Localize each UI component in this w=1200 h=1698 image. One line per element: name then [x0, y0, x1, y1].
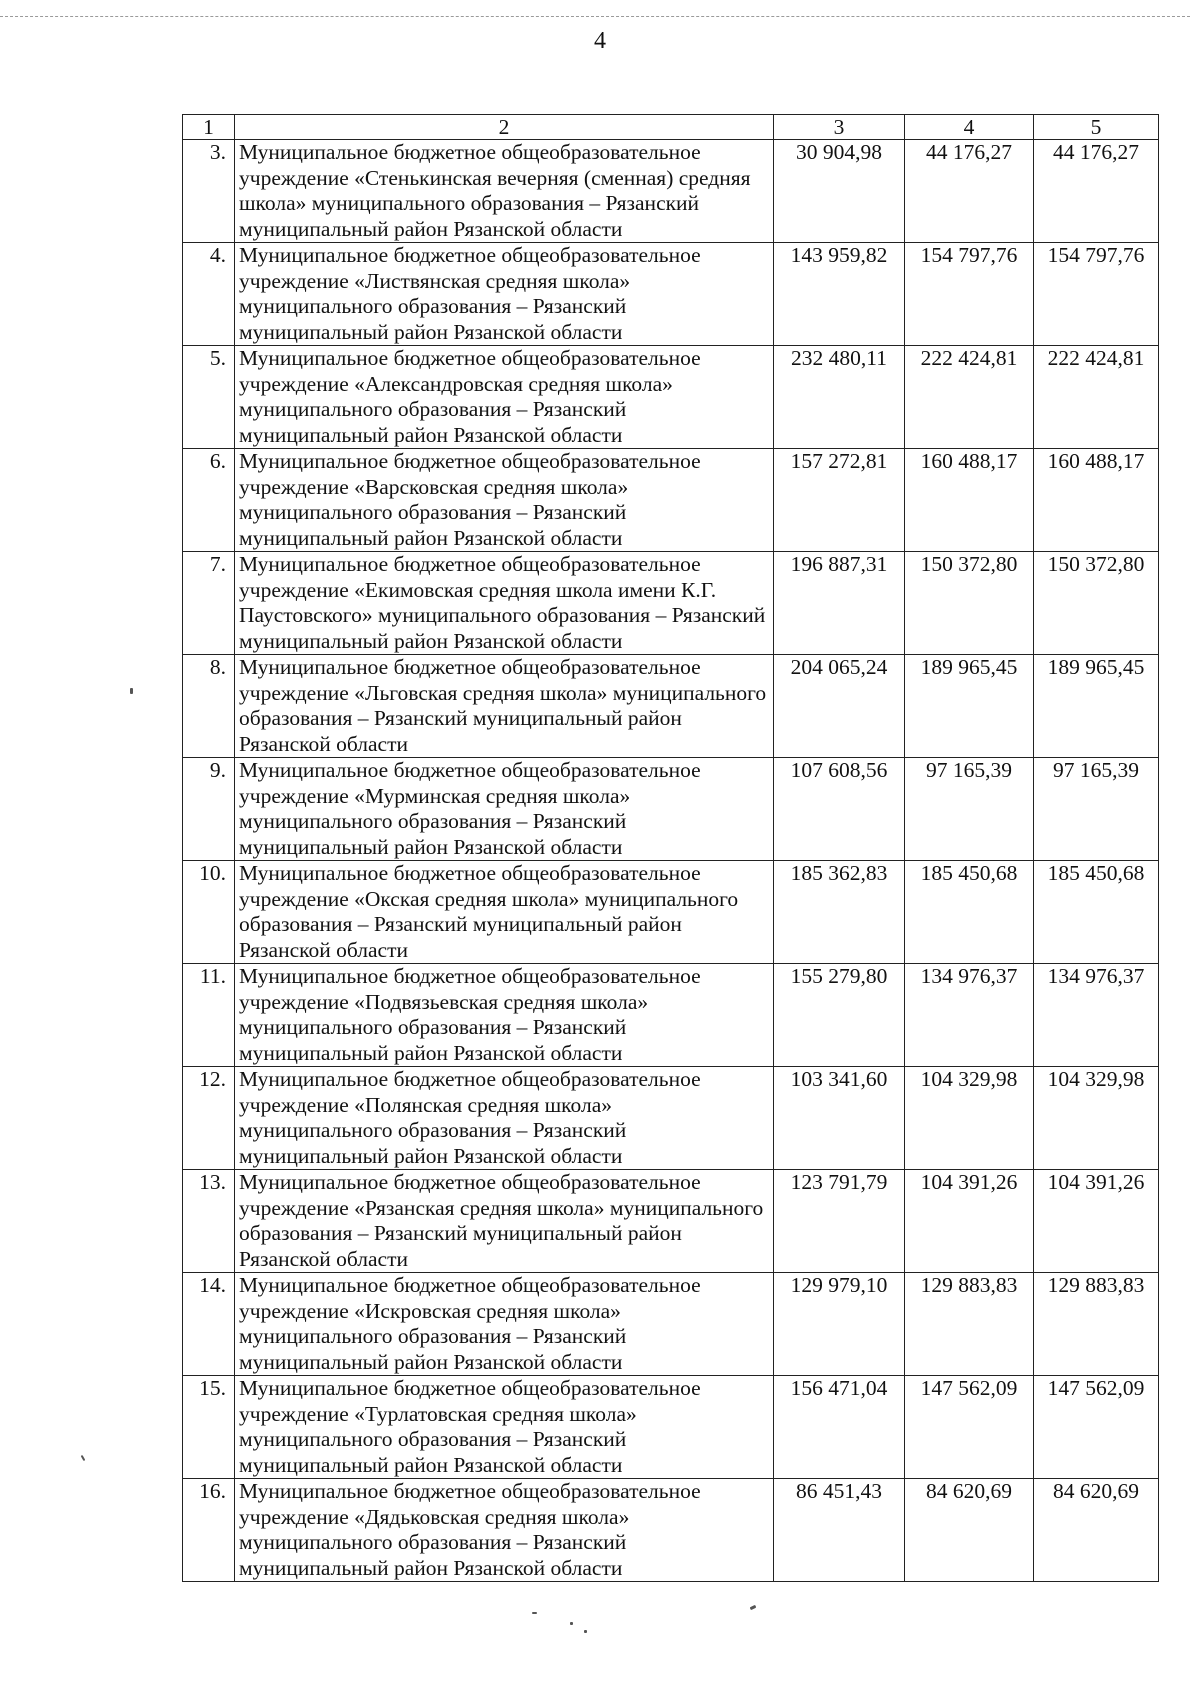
- amount-col3-cell: 86 451,43: [774, 1479, 905, 1582]
- scan-speck: [750, 1605, 757, 1610]
- row-number-cell: 9.: [183, 758, 235, 861]
- row-number-cell: 10.: [183, 861, 235, 964]
- table-row: [183, 1273, 1159, 1376]
- institution-name-cell: Муниципальное бюджетное общеобразовательное учреждение «Окская средняя школа» муниципального образования – Рязанский муниципальный район Рязанской области: [235, 861, 774, 964]
- row-number-cell: 12.: [183, 1067, 235, 1170]
- budget-table-body: [183, 115, 1159, 1582]
- scan-speck: [81, 1455, 86, 1461]
- amount-col5-cell: 97 165,39: [1034, 758, 1159, 861]
- table-row: [183, 140, 1159, 243]
- table-row: [183, 1376, 1159, 1479]
- amount-col4-cell: 97 165,39: [905, 758, 1034, 861]
- amount-col5-cell: 129 883,83: [1034, 1273, 1159, 1376]
- amount-col4-cell: 150 372,80: [905, 552, 1034, 655]
- header-cell: 2: [235, 115, 774, 140]
- table-row: [183, 243, 1159, 346]
- row-number-cell: 6.: [183, 449, 235, 552]
- amount-col3-cell: 185 362,83: [774, 861, 905, 964]
- amount-col5-cell: 150 372,80: [1034, 552, 1159, 655]
- row-number-cell: 3.: [183, 140, 235, 243]
- table-row: [183, 964, 1159, 1067]
- table-row: [183, 758, 1159, 861]
- amount-col4-cell: 44 176,27: [905, 140, 1034, 243]
- amount-col4-cell: 222 424,81: [905, 346, 1034, 449]
- amount-col3-cell: 204 065,24: [774, 655, 905, 758]
- row-number-cell: 15.: [183, 1376, 235, 1479]
- header-cell: 4: [905, 115, 1034, 140]
- amount-col4-cell: 147 562,09: [905, 1376, 1034, 1479]
- table-row: [183, 1479, 1159, 1582]
- amount-col5-cell: 185 450,68: [1034, 861, 1159, 964]
- table-row: [183, 1170, 1159, 1273]
- header-cell: 1: [183, 115, 235, 140]
- amount-col3-cell: 143 959,82: [774, 243, 905, 346]
- scan-speck: [130, 688, 133, 694]
- row-number-cell: 11.: [183, 964, 235, 1067]
- amount-col3-cell: 107 608,56: [774, 758, 905, 861]
- amount-col5-cell: 134 976,37: [1034, 964, 1159, 1067]
- amount-col3-cell: 155 279,80: [774, 964, 905, 1067]
- row-number-cell: 8.: [183, 655, 235, 758]
- amount-col4-cell: 84 620,69: [905, 1479, 1034, 1582]
- institution-name-cell: Муниципальное бюджетное общеобразовательное учреждение «Стенькинская вечерняя (сменная) средняя школа» муниципального образования – Рязанский муниципальный район Рязанской области: [235, 140, 774, 243]
- amount-col4-cell: 129 883,83: [905, 1273, 1034, 1376]
- table-row: [183, 346, 1159, 449]
- amount-col4-cell: 104 329,98: [905, 1067, 1034, 1170]
- institution-name-cell: Муниципальное бюджетное общеобразовательное учреждение «Полянская средняя школа» муниципального образования – Рязанский муниципальный район Рязанской области: [235, 1067, 774, 1170]
- table-row: [183, 449, 1159, 552]
- institution-name-cell: Муниципальное бюджетное общеобразовательное учреждение «Варсковская средняя школа» муниципального образования – Рязанский муниципальный район Рязанской области: [235, 449, 774, 552]
- row-number-cell: 7.: [183, 552, 235, 655]
- institution-name-cell: Муниципальное бюджетное общеобразовательное учреждение «Турлатовская средняя школа» муниципального образования – Рязанский муниципальный район Рязанской области: [235, 1376, 774, 1479]
- amount-col5-cell: 104 329,98: [1034, 1067, 1159, 1170]
- scan-speck: [532, 1612, 537, 1614]
- table-header-row: [183, 115, 1159, 140]
- scan-speck: [570, 1622, 573, 1625]
- page-number: 4: [594, 28, 606, 54]
- amount-col5-cell: 104 391,26: [1034, 1170, 1159, 1273]
- scan-top-edge-line: [0, 16, 1190, 17]
- institution-name-cell: Муниципальное бюджетное общеобразовательное учреждение «Дядьковская средняя школа» муниципального образования – Рязанский муниципальный район Рязанской области: [235, 1479, 774, 1582]
- row-number-cell: 16.: [183, 1479, 235, 1582]
- row-number-cell: 14.: [183, 1273, 235, 1376]
- amount-col3-cell: 196 887,31: [774, 552, 905, 655]
- amount-col5-cell: 84 620,69: [1034, 1479, 1159, 1582]
- amount-col3-cell: 157 272,81: [774, 449, 905, 552]
- amount-col4-cell: 189 965,45: [905, 655, 1034, 758]
- table-row: [183, 861, 1159, 964]
- institution-name-cell: Муниципальное бюджетное общеобразовательное учреждение «Искровская средняя школа» муниципального образования – Рязанский муниципальный район Рязанской области: [235, 1273, 774, 1376]
- table-row: [183, 655, 1159, 758]
- amount-col5-cell: 154 797,76: [1034, 243, 1159, 346]
- amount-col3-cell: 129 979,10: [774, 1273, 905, 1376]
- amount-col5-cell: 189 965,45: [1034, 655, 1159, 758]
- amount-col4-cell: 134 976,37: [905, 964, 1034, 1067]
- institution-name-cell: Муниципальное бюджетное общеобразовательное учреждение «Александровская средняя школа» муниципального образования – Рязанский муниципальный район Рязанской области: [235, 346, 774, 449]
- amount-col3-cell: 30 904,98: [774, 140, 905, 243]
- row-number-cell: 13.: [183, 1170, 235, 1273]
- amount-col5-cell: 44 176,27: [1034, 140, 1159, 243]
- amount-col5-cell: 147 562,09: [1034, 1376, 1159, 1479]
- table-row: [183, 1067, 1159, 1170]
- header-cell: 3: [774, 115, 905, 140]
- amount-col3-cell: 232 480,11: [774, 346, 905, 449]
- row-number-cell: 4.: [183, 243, 235, 346]
- header-cell: 5: [1034, 115, 1159, 140]
- amount-col3-cell: 123 791,79: [774, 1170, 905, 1273]
- institution-name-cell: Муниципальное бюджетное общеобразовательное учреждение «Подвязьевская средняя школа» муниципального образования – Рязанский муниципальный район Рязанской области: [235, 964, 774, 1067]
- amount-col3-cell: 103 341,60: [774, 1067, 905, 1170]
- scan-speck: [584, 1630, 587, 1633]
- amount-col5-cell: 160 488,17: [1034, 449, 1159, 552]
- row-number-cell: 5.: [183, 346, 235, 449]
- institution-name-cell: Муниципальное бюджетное общеобразовательное учреждение «Листвянская средняя школа» муниципального образования – Рязанский муниципальный район Рязанской области: [235, 243, 774, 346]
- budget-table: [182, 114, 1159, 1582]
- amount-col4-cell: 154 797,76: [905, 243, 1034, 346]
- institution-name-cell: Муниципальное бюджетное общеобразовательное учреждение «Рязанская средняя школа» муниципального образования – Рязанский муниципальный район Рязанской области: [235, 1170, 774, 1273]
- table-row: [183, 552, 1159, 655]
- amount-col4-cell: 104 391,26: [905, 1170, 1034, 1273]
- amount-col5-cell: 222 424,81: [1034, 346, 1159, 449]
- amount-col4-cell: 160 488,17: [905, 449, 1034, 552]
- amount-col3-cell: 156 471,04: [774, 1376, 905, 1479]
- institution-name-cell: Муниципальное бюджетное общеобразовательное учреждение «Льговская средняя школа» муниципального образования – Рязанский муниципальный район Рязанской области: [235, 655, 774, 758]
- amount-col4-cell: 185 450,68: [905, 861, 1034, 964]
- institution-name-cell: Муниципальное бюджетное общеобразовательное учреждение «Мурминская средняя школа» муниципального образования – Рязанский муниципальный район Рязанской области: [235, 758, 774, 861]
- institution-name-cell: Муниципальное бюджетное общеобразовательное учреждение «Екимовская средняя школа имени К.Г. Паустовского» муниципального образования – Рязанский муниципальный район Рязанской области: [235, 552, 774, 655]
